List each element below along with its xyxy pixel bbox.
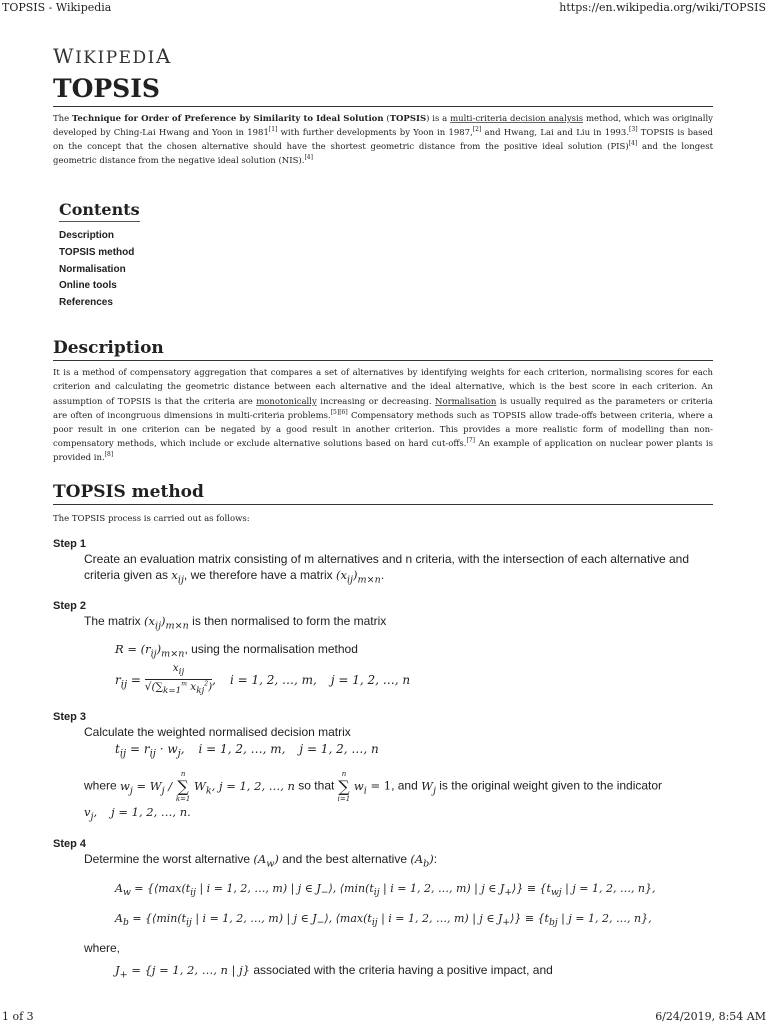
worst-alternative-equation: $A_w$ = {$⟨\max(t_{ij}$ | i = 1, 2, …, m) | j ∈ $J_-⟩$, $⟨\min(t_{ij}$ | i = 1, 2, …, m) | j ∈ $J_+⟩\} \equiv \{t_{wj}$ | j = 1, 2, …, n}, bbox=[115, 882, 656, 899]
citation[interactable]: [1] bbox=[268, 126, 278, 134]
citation[interactable]: [2] bbox=[472, 126, 482, 134]
section-heading-topsis-method: TOPSIS method bbox=[53, 481, 713, 505]
article-content bbox=[53, 44, 713, 984]
step-body: Determine the worst alternative $(A_w)$ and the best alternative $(A_b)$: $A_w$ = {$⟨\max(t_{ij}$ | i = 1, 2, …, m) | j ∈ $J_-⟩$, $⟨\min(t_{ij}$ | i = 1, 2, …, m) | j ∈ $J_+⟩\} \equiv \{t_{wj}$ | j = 1, 2, …, n}, $A_b$ = {$⟨\min(t_{ij}$ | i = 1, 2, …, m) | j ∈ $J_-⟩$, $⟨\max(t_{ij}$ | i = 1, 2, …, m) | j ∈ $J_+⟩\} \equiv \{t_{bj}$ | j = 1, 2, …, n}, where, $J_+ = \{j = 1$, 2, …, n | j} associated with the criteria having a positive impact, and bbox=[84, 851, 713, 984]
toc-item-topsis-method[interactable]: TOPSIS method bbox=[59, 246, 135, 258]
print-header bbox=[0, 0, 768, 18]
toc-item-references[interactable]: References bbox=[59, 296, 113, 308]
step-4 bbox=[53, 837, 713, 984]
print-page-title: TOPSIS - Wikipedia bbox=[2, 1, 112, 14]
section-heading-description: Description bbox=[53, 337, 713, 361]
toc-item-normalisation[interactable]: Normalisation bbox=[59, 263, 126, 275]
citation[interactable]: [5][6] bbox=[330, 408, 348, 416]
normalisation-equation: $r_{ij}$ = $\frac{x_{ij}}{√(\sum_{k=1}^m x_{kj}^2)}$ , i = 1, 2, …, m, j = 1, 2, …, n bbox=[115, 661, 411, 697]
description-paragraph: It is a method of compensatory aggregation that compares a set of alternatives by identifying weights for each criterion, normalising scores for each criterion and calculating the geometric distance between each alternative and the ideal alternative, which is the best score in each criterion. An assumption of TOPSIS is that the criteria are monotonically increasing or decreasing. Normalisation is usually required as the parameters or criteria are often of incongruous dimensions in multi-criteria problems.[5][6] Compensatory methods such as TOPSIS allow trade-offs between criteria, where a poor result in one criterion can be negated by a good result in another criterion. This provides a more realistic form of modelling than non-compensatory methods, which include or exclude alternative solutions based on hard cut-offs.[7] An example of application on nuclear power plants is provided in.[8] bbox=[53, 368, 713, 463]
step-1 bbox=[53, 537, 713, 588]
citation[interactable]: [3] bbox=[629, 126, 638, 134]
print-timestamp: 6/24/2019, 8:54 AM bbox=[655, 1010, 766, 1023]
toc-item-description[interactable]: Description bbox=[59, 230, 115, 242]
page-count: 1 of 3 bbox=[2, 1010, 34, 1023]
step-body: The matrix $(x_{ij})_{m\times n}$ is then normalised to form the matrix $R = (r_{ij})_{m\times n}$, using the normalisation method $r_{ij}$ = $\frac{x_{ij}}{√(\sum_{k=1}^m x_{kj}^2)}$ , i = 1, 2, …, m, j = 1, 2, …, n bbox=[84, 613, 713, 699]
step-label: Step 3 bbox=[53, 711, 87, 724]
link-monotonically[interactable]: monotonically bbox=[256, 396, 317, 407]
citation[interactable]: [8] bbox=[104, 451, 114, 459]
best-alternative-equation: $A_b$ = {$⟨\min(t_{ij}$ | i = 1, 2, …, m) | j ∈ $J_-⟩$, $⟨\max(t_{ij}$ | i = 1, 2, …, m) | j ∈ $J_+⟩\} \equiv \{t_{bj}$ | j = 1, 2, …, n}, bbox=[115, 912, 652, 929]
step-label: Step 1 bbox=[53, 538, 87, 550]
method-intro: The TOPSIS process is carried out as follows: bbox=[53, 514, 250, 524]
page-title: TOPSIS bbox=[53, 74, 713, 107]
lead-paragraph: The Technique for Order of Preference by Similarity to Ideal Solution (TOPSIS) is a multi-criteria decision analysis method, which was originally developed by Ching-Lai Hwang and Yoon in 1981[1] with further developments by Yoon in 1987,[2] and Hwang, Lai and Liu in 1993.[3] TOPSIS is based on the concept that the chosen alternative should have the shortest geometric distance from the positive ideal solution (PIS)[4] and the longest geometric distance from the negative ideal solution (NIS).[4] bbox=[53, 114, 713, 167]
link-mcda[interactable]: multi-criteria decision analysis bbox=[450, 114, 584, 124]
step-body: Create an evaluation matrix consisting of m alternatives and n criteria, with the intersection of each alternative and criteria given as $x_{ij}$, we therefore have a matrix $(x_{ij})_{m\times n}$. bbox=[84, 552, 689, 586]
step-body: Calculate the weighted normalised decision matrix $t_{ij} = r_{ij} \cdot w_j$, i = 1, 2, …, m, j = 1, 2, …, n where $w_j = W_j$ / n ∑ k=1 $W_k$, j = 1, 2, …, n so that n ∑ i=1 $w_i = 1$, and $W_j$ is the original weight given to the indicator $v_j$, j = 1, 2, …, n. bbox=[84, 724, 713, 826]
weight-definition: where $w_j = W_j$ / n ∑ k=1 $W_k$, j = 1, 2, …, n so that n ∑ i=1 $w_i = 1$, and $W_j$ is the original weight given to the indicator bbox=[84, 770, 663, 804]
step-label: Step 2 bbox=[53, 600, 87, 613]
wikipedia-wordmark: WIKIPEDIA bbox=[53, 44, 172, 68]
table-of-contents bbox=[59, 200, 713, 311]
citation[interactable]: [7] bbox=[466, 436, 475, 444]
step-3 bbox=[53, 710, 713, 826]
step-label: Step 4 bbox=[53, 837, 87, 850]
citation[interactable]: [4] bbox=[304, 154, 313, 162]
weighted-matrix-equation: $t_{ij} = r_{ij} \cdot w_j$, i = 1, 2, …, m, j = 1, 2, …, n bbox=[115, 742, 379, 760]
step-2 bbox=[53, 599, 713, 699]
toc-item-online-tools[interactable]: Online tools bbox=[59, 280, 117, 292]
citation[interactable]: [4] bbox=[628, 140, 638, 148]
print-page-url: https://en.wikipedia.org/wiki/TOPSIS bbox=[559, 1, 766, 14]
link-normalisation[interactable]: Normalisation bbox=[435, 396, 497, 407]
toc-title: Contents bbox=[59, 200, 140, 222]
